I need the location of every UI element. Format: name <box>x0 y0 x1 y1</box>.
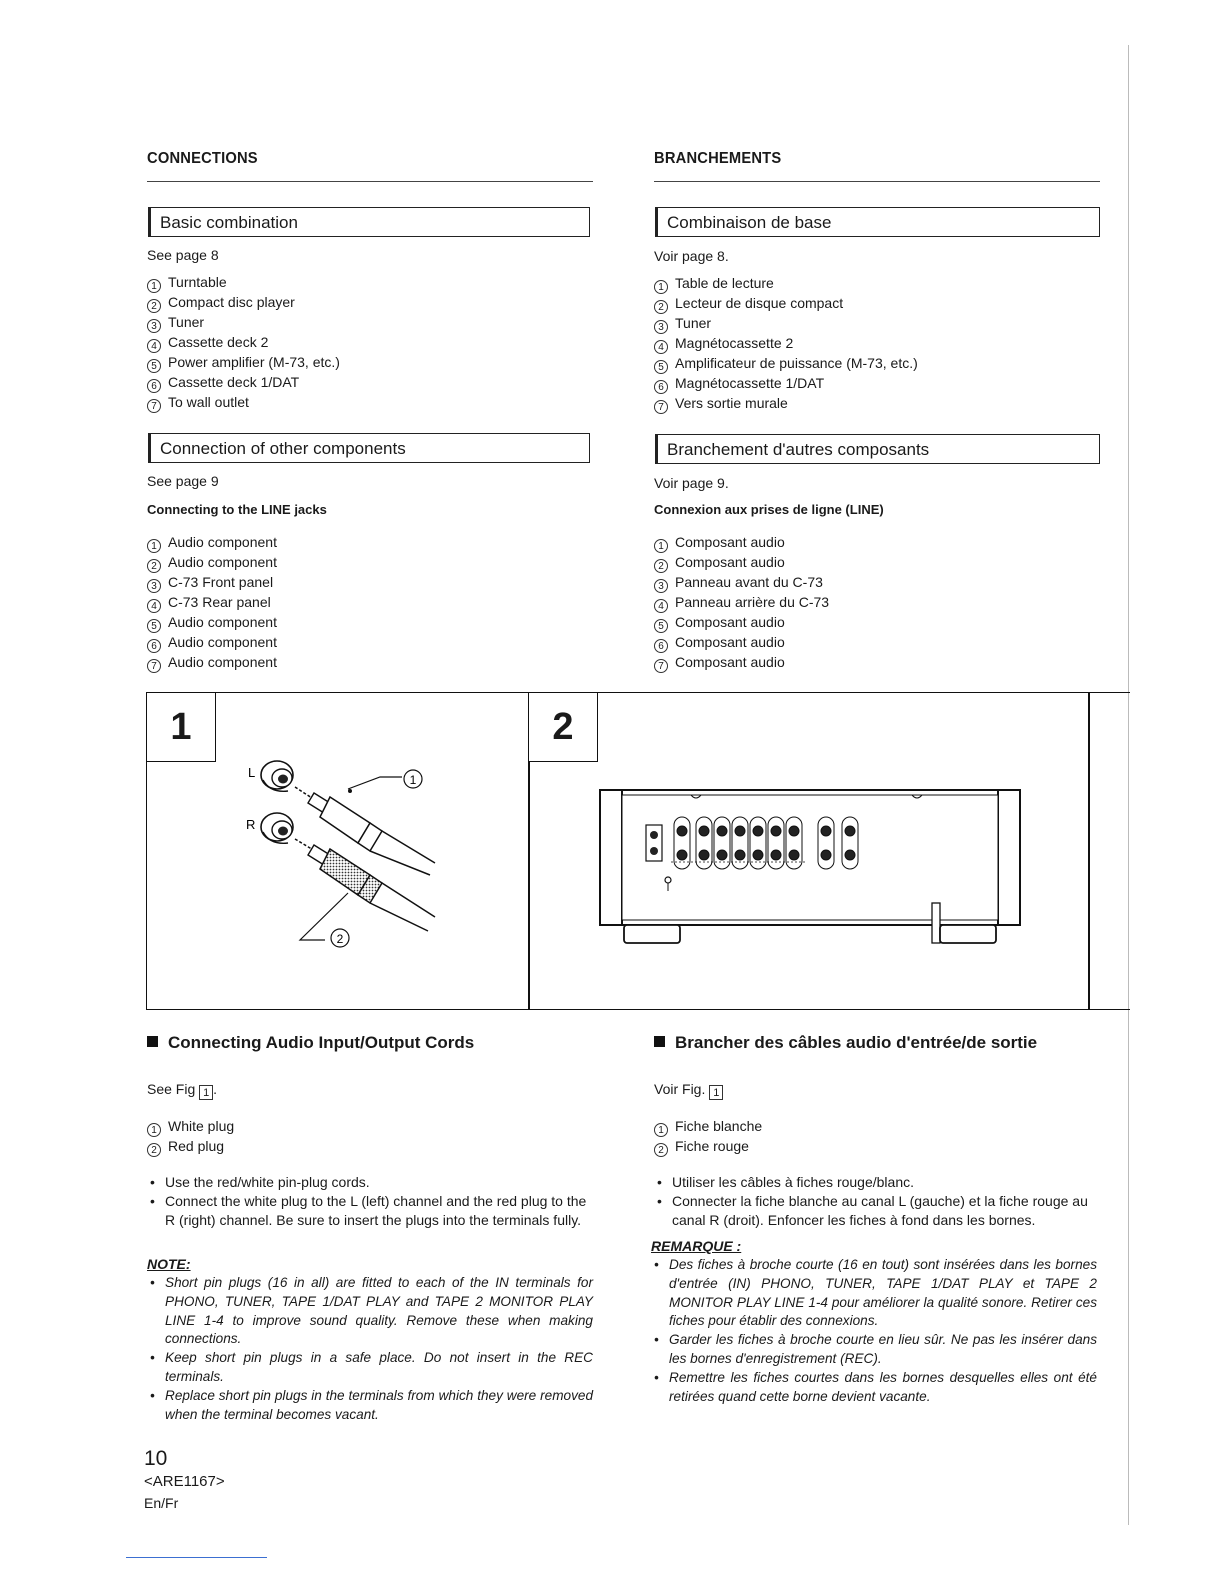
figure-1-label-r: R <box>246 817 256 832</box>
list-item: 5 Composant audio <box>654 613 829 633</box>
list-item: 4 Panneau arrière du C-73 <box>654 593 829 613</box>
list-item: 2 Audio component <box>147 553 277 573</box>
right-note-label: REMARQUE : <box>651 1238 742 1254</box>
terminal-jacks <box>674 817 858 869</box>
left-cords-see: See Fig 1 . <box>147 1081 218 1099</box>
list-item: 1 White plug <box>147 1117 234 1137</box>
white-plug-icon <box>295 787 435 875</box>
left-cords-bullets <box>147 1173 593 1229</box>
right-cords-list <box>654 1117 762 1157</box>
jack-l-icon <box>261 761 293 791</box>
left-other-subheading: Connecting to the LINE jacks <box>147 502 327 517</box>
list-item: 6 Magnétocassette 1/DAT <box>654 374 918 394</box>
right-other-see: Voir page 9. <box>654 475 729 491</box>
left-other-title: Connection of other components <box>148 433 590 463</box>
list-item: 4 Cassette deck 2 <box>147 333 340 353</box>
fig-ref-box: 1 <box>199 1085 213 1100</box>
red-plug-icon <box>295 839 435 931</box>
left-cords-list <box>147 1117 234 1157</box>
left-cords-heading: Connecting Audio Input/Output Cords <box>147 1033 474 1053</box>
list-item: 2 Composant audio <box>654 553 829 573</box>
square-bullet-icon <box>654 1036 665 1047</box>
list-item: • Connecter la fiche blanche au canal L (gauche) et la fiche rouge au canal R (droit). Enfoncer les fiches à fond dans les bornes. <box>654 1192 1100 1230</box>
right-basic-see: Voir page 8. <box>654 248 729 264</box>
list-item: 7 To wall outlet <box>147 393 340 413</box>
list-item: 5 Amplificateur de puissance (M-73, etc.) <box>654 354 918 374</box>
figure-2-inner-edge <box>1088 692 1090 1010</box>
figure-2-number: 2 <box>528 692 598 762</box>
fig-ref-box: 1 <box>709 1085 723 1100</box>
list-item: 5 Audio component <box>147 613 277 633</box>
list-item: 2 Lecteur de disque compact <box>654 294 918 314</box>
square-bullet-icon <box>147 1036 158 1047</box>
list-item: 3 Tuner <box>654 314 918 334</box>
figure-1-label-l: L <box>248 765 256 780</box>
figure-1-number: 1 <box>146 692 216 762</box>
list-item: • Connect the white plug to the L (left) channel and the red plug to the R (right) channel. Be sure to insert the plugs into the terminals fully. <box>147 1192 593 1230</box>
list-item: 7 Composant audio <box>654 653 829 673</box>
list-item: 4 Magnétocassette 2 <box>654 334 918 354</box>
list-item: 3 C-73 Front panel <box>147 573 277 593</box>
list-item: 1 Table de lecture <box>654 274 918 294</box>
list-item: 1 Turntable <box>147 273 340 293</box>
right-other-list <box>654 533 829 673</box>
right-cords-bullets <box>654 1173 1100 1229</box>
page-number: 10 <box>144 1447 168 1470</box>
list-item: • Short pin plugs (16 in all) are fitted to each of the IN terminals for PHONO, TUNER, TAPE 1/DAT PLAY and TAPE 2 MONITOR PLAY LINE 1-4 to improve sound quality. Remove these when making connections. <box>147 1274 593 1349</box>
left-basic-title: Basic combination <box>148 207 590 237</box>
jack-r-icon <box>261 813 293 843</box>
list-item: 7 Audio component <box>147 653 277 673</box>
list-item: 6 Audio component <box>147 633 277 653</box>
left-basic-list <box>147 273 340 413</box>
list-item: • Remettre les fiches courtes dans les bornes desquelles elles ont été retirées quand cette borne devient vacante. <box>651 1369 1097 1407</box>
list-item: • Keep short pin plugs in a safe place. Do not insert in the REC terminals. <box>147 1349 593 1387</box>
right-cords-see: Voir Fig. 1 <box>654 1080 723 1100</box>
figure-1-callout-1: 1 <box>409 773 417 787</box>
list-item: 5 Power amplifier (M-73, etc.) <box>147 353 340 373</box>
figure-1-callout-2: 2 <box>336 932 344 946</box>
list-item: 1 Audio component <box>147 533 277 553</box>
left-basic-see: See page 8 <box>147 247 219 263</box>
right-heading-rule <box>654 181 1100 182</box>
figure-2-rear-panel-illustration <box>596 785 1026 950</box>
list-item: 1 Composant audio <box>654 533 829 553</box>
list-item: • Replace short pin plugs in the terminals from which they were removed when the terminal becomes vacant. <box>147 1387 593 1425</box>
list-item: • Des fiches à broche courte (16 en tout) sont insérées dans les bornes d'entrée (IN) PHONO, TUNER, TAPE 1/DAT PLAY et TAPE 2 MONITOR PLAY LINE 1-4 pour améliorer la qualité sonore. Retirer ces fiches pour établir des connexions. <box>651 1256 1097 1331</box>
list-item: 7 Vers sortie murale <box>654 394 918 414</box>
left-notes <box>147 1274 593 1424</box>
list-item: 2 Red plug <box>147 1137 234 1157</box>
left-other-see: See page 9 <box>147 473 219 489</box>
figure-1-plugs-illustration <box>230 745 470 960</box>
language-code: En/Fr <box>144 1495 179 1511</box>
right-basic-list <box>654 274 918 414</box>
list-item: • Utiliser les câbles à fiches rouge/blanc. <box>654 1173 1100 1192</box>
list-item: 3 Tuner <box>147 313 340 333</box>
right-heading: BRANCHEMENTS <box>654 150 782 167</box>
list-item: 2 Compact disc player <box>147 293 340 313</box>
left-note-label: NOTE: <box>147 1256 191 1272</box>
list-item: • Use the red/white pin-plug cords. <box>147 1173 593 1192</box>
list-item: 6 Cassette deck 1/DAT <box>147 373 340 393</box>
list-item: • Garder les fiches à broche courte en lieu sûr. Ne pas les insérer dans les bornes d'enregistrement (REC). <box>651 1331 1097 1369</box>
left-heading: CONNECTIONS <box>147 150 258 167</box>
left-heading-rule <box>147 181 593 182</box>
right-basic-title: Combinaison de base <box>655 207 1100 237</box>
list-item: 1 Fiche blanche <box>654 1117 762 1137</box>
right-cords-heading: Brancher des câbles audio d'entrée/de sortie <box>654 1033 1037 1053</box>
right-notes <box>651 1256 1097 1406</box>
list-item: 4 C-73 Rear panel <box>147 593 277 613</box>
left-other-list <box>147 533 277 673</box>
right-other-subheading: Connexion aux prises de ligne (LINE) <box>654 502 884 517</box>
list-item: 3 Panneau avant du C-73 <box>654 573 829 593</box>
document-code: <ARE1167> <box>144 1473 225 1490</box>
list-item: 6 Composant audio <box>654 633 829 653</box>
list-item: 2 Fiche rouge <box>654 1137 762 1157</box>
bottom-edge-line <box>126 1557 267 1558</box>
right-other-title: Branchement d'autres composants <box>655 434 1100 464</box>
